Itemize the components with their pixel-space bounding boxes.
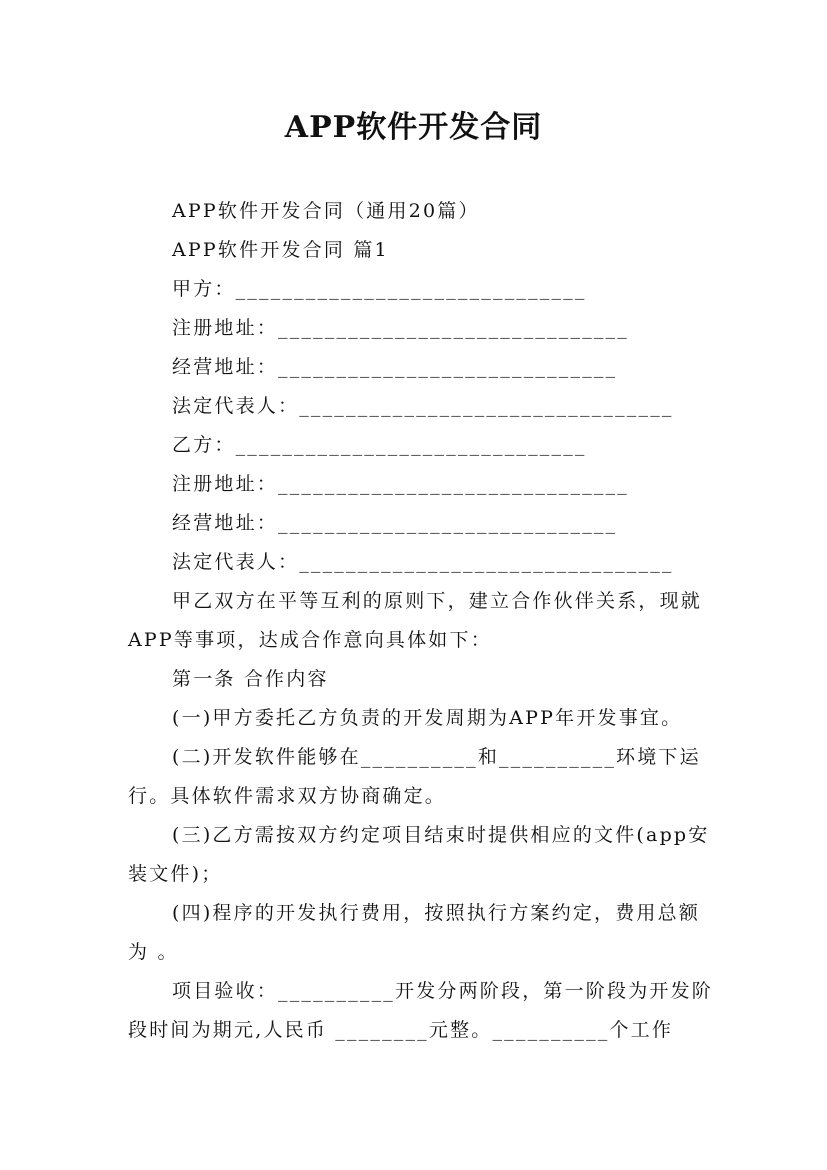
agreement-intro: 甲乙双方在平等互利的原则下，建立合作伙伴关系，现就APP等事项，达成合作意向具体如下： — [128, 590, 703, 651]
document-body — [128, 192, 713, 1050]
party-a-name: 甲方：______________________________ — [172, 278, 587, 300]
paragraph-section-heading: APP软件开发合同 篇1 — [172, 239, 389, 261]
party-b-legal-representative: 法定代表人：________________________________ — [172, 551, 674, 573]
article-1-item-2: (二)开发软件能够在__________和__________环境下运行。具体软件需求双方协商确定。 — [128, 746, 701, 807]
article-1-item-1: (一)甲方委托乙方负责的开发周期为APP年开发事宜。 — [172, 707, 683, 729]
document-title: APP软件开发合同 — [284, 110, 543, 145]
party-a-legal-representative: 法定代表人：________________________________ — [172, 395, 674, 417]
paragraph-subtitle: APP软件开发合同（通用20篇） — [172, 200, 480, 222]
party-b-name: 乙方：______________________________ — [172, 434, 587, 456]
project-acceptance: 项目验收：__________开发分两阶段，第一阶段为开发阶段时间为期元,人民币 ________元整。__________个工作 — [128, 980, 714, 1041]
party-a-business-address: 经营地址：_____________________________ — [172, 356, 618, 378]
article-1-item-4: (四)程序的开发执行费用，按照执行方案约定，费用总额为 。 — [128, 902, 701, 963]
article-1-heading: 第一条 合作内容 — [172, 668, 329, 690]
party-b-registered-address: 注册地址：______________________________ — [172, 473, 630, 495]
party-b-business-address: 经营地址：_____________________________ — [172, 512, 618, 534]
party-a-registered-address: 注册地址：______________________________ — [172, 317, 630, 339]
article-1-item-3: (三)乙方需按双方约定项目结束时提供相应的文件(app安装文件)； — [128, 824, 710, 885]
